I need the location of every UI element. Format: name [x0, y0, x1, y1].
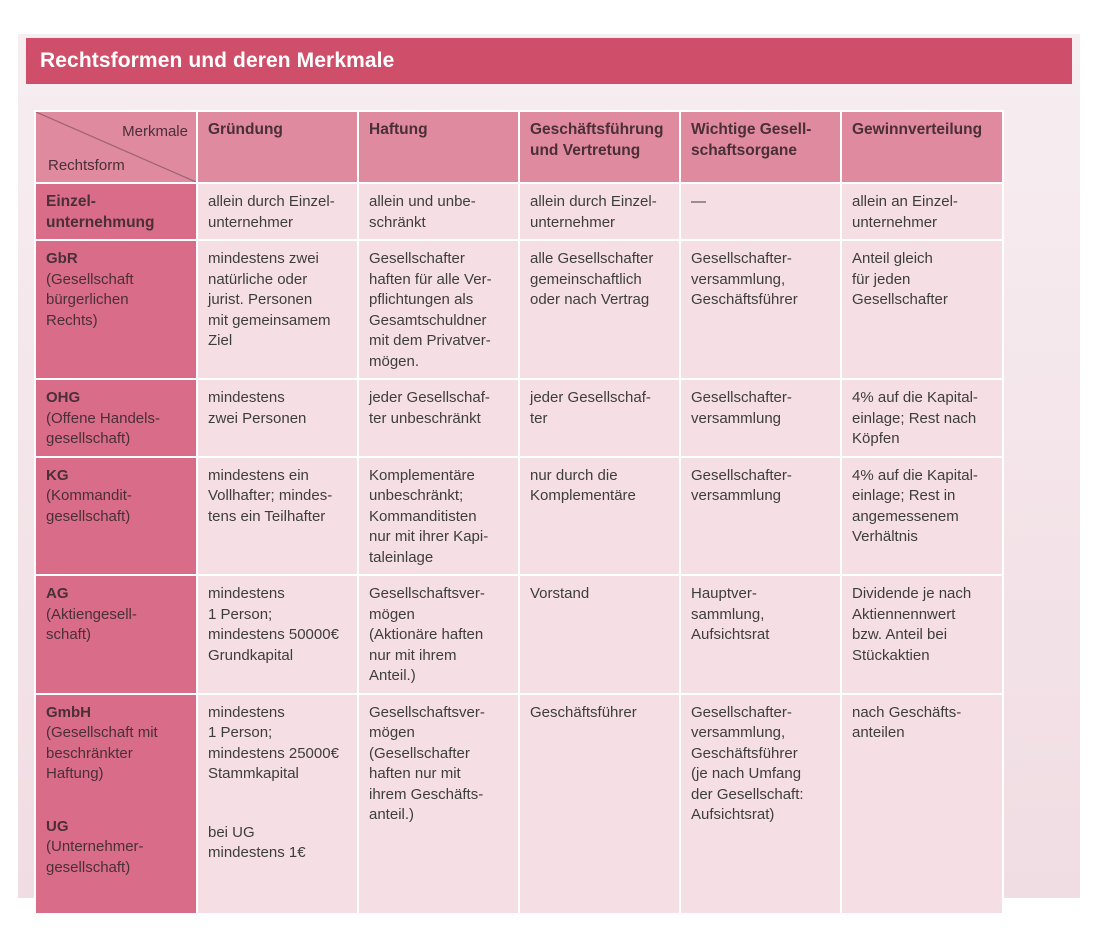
table-cell: mindestens 1 Person; mindestens 25000€ Stammkapital bei UG mindestens 1€ — [197, 694, 358, 914]
page-title: Rechtsformen und deren Merkmale — [40, 49, 395, 72]
row-header-gbr — [35, 240, 197, 379]
table-cell: 4% auf die Kapital- einlage; Rest in angemessenem Verhältnis — [841, 457, 1003, 576]
table-cell: allein an Einzel- unternehmer — [841, 183, 1003, 240]
table-cell: jeder Gesellschaf- ter unbeschränkt — [358, 379, 519, 457]
column-header-geschaeftsfuehrung: Geschäftsführung und Vertretung — [519, 111, 680, 183]
column-header-gesellschaftsorgane: Wichtige Gesell- schaftsorgane — [680, 111, 841, 183]
table-row-gbr — [35, 240, 1003, 379]
table-cell: Gesellschafter- versammlung, Geschäftsführer — [680, 240, 841, 379]
legal-form-long: (Gesellschaft bürgerlichen Rechts) — [46, 270, 134, 329]
column-header-gruendung: Gründung — [197, 111, 358, 183]
table-cell: — — [680, 183, 841, 240]
table-row-ag — [35, 575, 1003, 694]
legal-form-long: (Gesellschaft mit beschränkter Haftung) — [46, 724, 158, 782]
legal-form-long: (Kommandit- gesellschaft) — [46, 487, 132, 525]
table-cell: nach Geschäfts- anteilen — [841, 694, 1003, 914]
title-banner — [26, 38, 1072, 84]
table-cell: Komplementäre unbeschränkt; Kommanditisten nur mit ihrer Kapi- taleinlage — [358, 457, 519, 576]
table-cell: Anteil gleich für jeden Gesellschafter — [841, 240, 1003, 379]
legal-forms-table — [34, 110, 1004, 915]
table-cell: Gesellschaftsver- mögen (Aktionäre haften nur mit ihrem Anteil.) — [358, 575, 519, 694]
legal-form-short: AG — [46, 585, 69, 602]
table-cell: nur durch die Komplementäre — [519, 457, 680, 576]
table-cell: mindestens zwei natürliche oder jurist. Personen mit gemeinsamem Ziel — [197, 240, 358, 379]
table-cell: Dividende je nach Aktiennennwert bzw. Anteil bei Stückaktien — [841, 575, 1003, 694]
table-row-kg — [35, 457, 1003, 576]
table-cell: mindestens ein Vollhafter; mindes- tens ein Teilhafter — [197, 457, 358, 576]
corner-label-rechtsform: Rechtsform — [48, 156, 125, 174]
table-cell: Gesellschafter haften für alle Ver- pflichtungen als Gesamtschuldner mit dem Privatver- mögen. — [358, 240, 519, 379]
legal-form-long: (Offene Handels- gesellschaft) — [46, 409, 160, 447]
table-row-ohg — [35, 379, 1003, 457]
table-row-einzelunternehmung — [35, 183, 1003, 240]
corner-label-merkmale: Merkmale — [122, 123, 188, 140]
legal-form-short: KG — [46, 466, 69, 484]
table-cell: Gesellschafter- versammlung — [680, 379, 841, 457]
row-header-gmbh-ug — [35, 694, 197, 914]
legal-form-long: (Aktiengesell- schaft) — [46, 605, 137, 643]
row-header-ohg — [35, 379, 197, 457]
table-cell: Gesellschafter- versammlung, Geschäftsführer (je nach Umfang der Gesellschaft: Aufsichtsrat) — [680, 694, 841, 914]
table-cell: Vorstand — [519, 575, 680, 694]
ug-block — [46, 817, 188, 879]
ug-founding-note: bei UG mindestens 1€ — [208, 823, 306, 861]
table-cell: allein und unbe- schränkt — [358, 183, 519, 240]
document-page — [18, 34, 1080, 898]
column-header-gewinnverteilung: Gewinnverteilung — [841, 111, 1003, 183]
table-cell: mindestens 1 Person; mindestens 50000€ Grundkapital — [197, 575, 358, 694]
legal-form-short: GbR — [46, 250, 78, 267]
row-header-einzelunternehmung — [35, 183, 197, 240]
table-cell: allein durch Einzel- unternehmer — [519, 183, 680, 240]
table-cell: alle Gesellschafter gemeinschaftlich oder nach Vertrag — [519, 240, 680, 379]
column-header-haftung: Haftung — [358, 111, 519, 183]
legal-form-short: GmbH — [46, 703, 91, 721]
table-cell: mindestens zwei Personen — [197, 379, 358, 457]
legal-form-short: Einzel- unternehmung — [46, 193, 155, 231]
table-cell: 4% auf die Kapital- einlage; Rest nach Köpfen — [841, 379, 1003, 457]
table-row-gmbh-ug — [35, 694, 1003, 914]
table-cell: Gesellschaftsver- mögen (Gesellschafter haften nur mit ihrem Geschäfts- anteil.) — [358, 694, 519, 914]
legal-form-short: OHG — [46, 389, 81, 406]
table-cell: allein durch Einzel- unternehmer — [197, 183, 358, 240]
table-cell: jeder Gesellschaf- ter — [519, 379, 680, 457]
header-corner-cell — [35, 111, 197, 183]
table-cell: Geschäftsführer — [519, 694, 680, 914]
header-row — [35, 111, 1003, 183]
legal-form-short-ug: UG — [46, 817, 69, 835]
row-header-kg — [35, 457, 197, 576]
row-header-ag — [35, 575, 197, 694]
table-cell: Hauptver- sammlung, Aufsichtsrat — [680, 575, 841, 694]
table-cell: Gesellschafter- versammlung — [680, 457, 841, 576]
legal-form-long-ug: (Unternehmer- gesellschaft) — [46, 838, 144, 876]
